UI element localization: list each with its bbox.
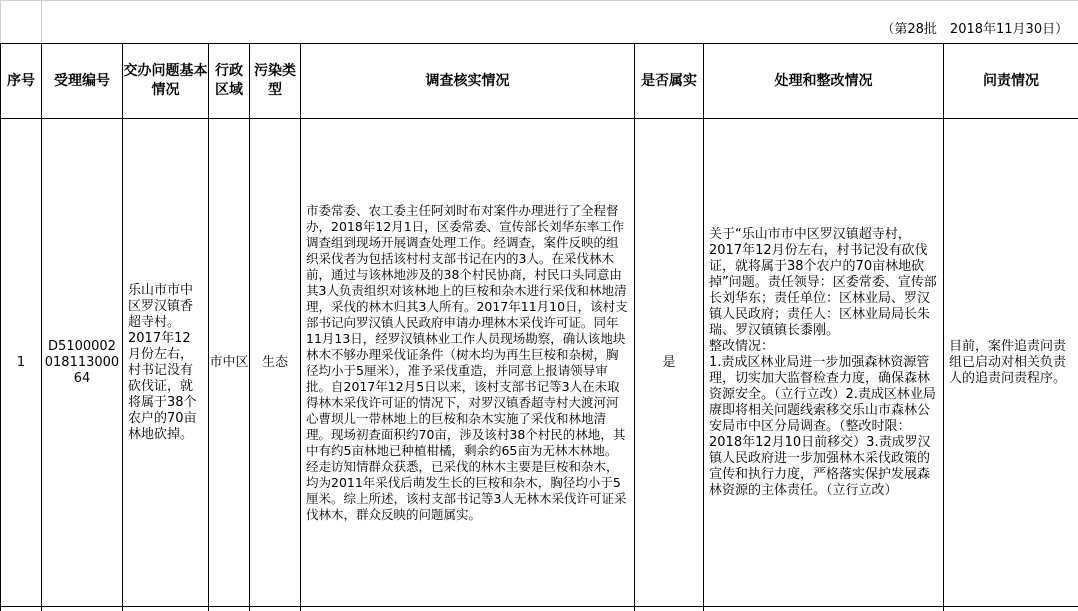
batch-row (1, 1, 1078, 44)
bottom-cell (704, 607, 944, 611)
cell-investigation: 市委常委、农工委主任阿刘时布对案件办理进行了全程督办，2018年12月1日，区委常委、宣传部长刘华东率工作调查组到现场开展调查处理工作。经调查，案件反映的组织采伐者为包括该村村支部书记在内的3人。在采伐林木前，通过与该林地涉及的38个村民协商，村民口头同意由其3人负责组织对该林地上的巨桉和杂木进行采伐和林地清理，采伐的林木归其3人所有。2017年11月10日，该村支部书记向罗汉镇人民政府申请办理林木采伐许可证。同年11月13日，经罗汉镇林业工作人员现场勘察，确认该地块林木不够办理采伐证条件（树木均为再生巨桉和杂树，胸径均小于5厘米），准予采伐重造，并同意上报请领导审批。自2017年12月5日以来，该村支部书记等3人在未取得林木采伐许可证的情况下，对罗汉镇香超寺村大渡河河心曹坝儿一带林地上的巨桉和杂木实施了采伐和林地清理。现场初查面积约70亩，涉及该村38个村民的林地，其中有约5亩林地已种植柑橘，剩余约65亩为无林木林地。经走访知情群众获悉，已采伐的林木主要是巨桉和杂木，均为2011年采伐后萌发生长的巨桉和杂木，胸径均小于5厘米。综上所述，该村支部书记等3人无林木采伐许可证采伐林木，群众反映的问题属实。 (301, 119, 635, 607)
header-accountability: 问责情况 (944, 44, 1078, 119)
header-row (1, 44, 1078, 119)
cell-issue: 乐山市市中区罗汉镇香超寺村。2017年12月份左右，村书记没有砍伐证，就将属于38个农户的70亩林地砍掉。 (123, 119, 209, 607)
bottom-cell (123, 607, 209, 611)
header-issue: 交办问题基本情况 (123, 44, 209, 119)
cell-accountability: 目前，案件追责问责组已启动对相关负责人的追责问责程序。 (944, 119, 1078, 607)
batch-label: （第28批 2018年11月30日） (42, 1, 1078, 44)
bottom-cell (301, 607, 635, 611)
table-row (1, 119, 1078, 607)
bottom-cell (209, 607, 250, 611)
cell-verified: 是 (635, 119, 704, 607)
header-seq: 序号 (1, 44, 42, 119)
bottom-cell (250, 607, 301, 611)
cell-region: 市中区 (209, 119, 250, 607)
bottom-cell (42, 607, 123, 611)
header-pollution: 污染类型 (250, 44, 301, 119)
bottom-cell (1, 607, 42, 611)
header-verified: 是否属实 (635, 44, 704, 119)
bottom-row (1, 607, 1078, 611)
header-handling: 处理和整改情况 (704, 44, 944, 119)
header-id: 受理编号 (42, 44, 123, 119)
bottom-cell (944, 607, 1078, 611)
cell-seq: 1 (1, 119, 42, 607)
blank-cell (1, 1, 42, 44)
cell-handling: 关于“乐山市市中区罗汉镇超寺村，2017年12月份左右，村书记没有砍伐证，就将属于38个农户的70亩林地砍掉”问题。责任领导：区委常委、宣传部长刘华东；责任单位：区林业局、罗汉镇人民政府；责任人：区林业局局长朱瑞、罗汉镇镇长黍刚。 整改情况： 1.责成区林业局进一步加强森林资源管理，切实加大监督检查力度，确保森林资源安全。（立行立改）2.责成区林业局赓即将相关问题线索移交乐山市森林公安局市中区分局调查。（整改时限：2018年12月10日前移交）3.责成罗汉镇人民政府进一步加强林木采伐政策的宣传和执行力度，严格落实保护发展森林资源的主体责任。（立行立改） (704, 119, 944, 607)
bottom-cell (635, 607, 704, 611)
header-region: 行政区域 (209, 44, 250, 119)
cell-id: D510000201811300064 (42, 119, 123, 607)
header-investigation: 调查核实情况 (301, 44, 635, 119)
cell-pollution: 生态 (250, 119, 301, 607)
